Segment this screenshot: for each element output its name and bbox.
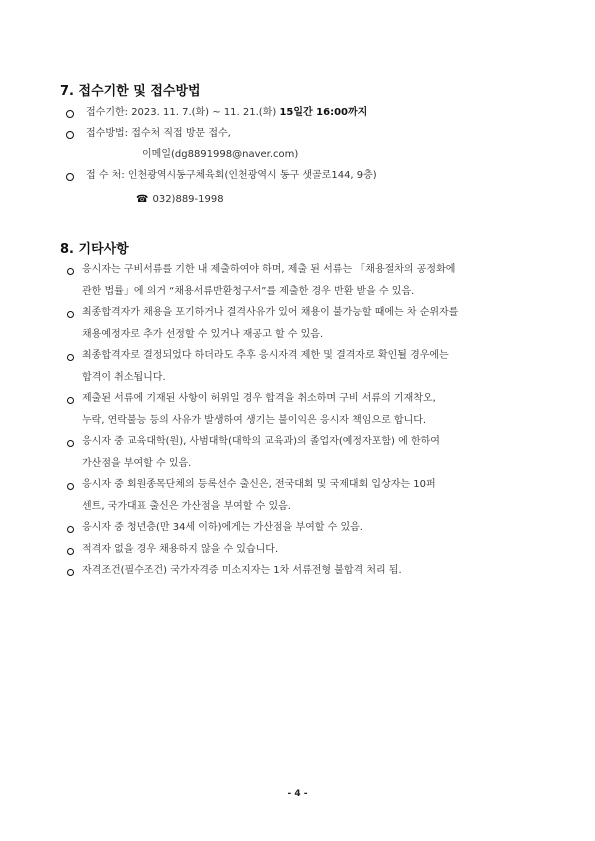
list-item-text: 자격조건(필수조건) 국가자격증 미소지자는 1차 서류전형 불합격 처리 됨. [82, 565, 402, 576]
address-line: 접 수 처: 인천광역시동구체육회(인천광역시 동구 샛골로144, 9층) [86, 170, 377, 181]
deadline-line [86, 107, 367, 119]
list-item-text: 응시자 중 청년층(만 34세 이하)에게는 가산점을 부여할 수 있음. [82, 522, 363, 533]
hollow-bullet-icon [67, 268, 74, 275]
email-line: 이메일(dg8891998@naver.com) [142, 149, 299, 160]
hollow-bullet-icon [67, 440, 74, 447]
deadline-text: 접수기한: 2023. 11. 7.(화) ~ 11. 21.(화) [86, 107, 280, 118]
phone-line [136, 194, 224, 206]
filled-bullet-icon [66, 131, 74, 139]
hollow-bullet-icon [67, 483, 74, 490]
hollow-bullet-icon [67, 569, 74, 576]
section-8-title: 8. 기타사항 [60, 242, 129, 257]
list-item-continuation: 합격이 취소됩니다. [82, 371, 166, 383]
list-item-continuation: 센트, 국가대표 출신은 가산점을 부여할 수 있음. [82, 500, 291, 512]
hollow-bullet-icon [67, 397, 74, 404]
method-line: 접수방법: 접수처 직접 방문 접수, [86, 128, 231, 139]
page-number: - 4 - [287, 789, 308, 799]
hollow-bullet-icon [67, 354, 74, 361]
list-item-text: 응시자 중 회원종목단체의 등록선수 출신은, 전국대회 및 국제대회 입상자는 10퍼 [82, 479, 436, 490]
list-item-continuation: 채용예정자로 추가 선정할 수 있거나 재공고 할 수 있음. [82, 328, 324, 340]
list-item-continuation: 누락, 연락불능 등의 사유가 발생하여 생기는 불이익은 응시자 책임으로 합니다. [82, 414, 427, 426]
hollow-bullet-icon [67, 311, 74, 318]
phone-icon: ☎ [136, 194, 149, 205]
hollow-bullet-icon [67, 526, 74, 533]
filled-bullet-icon [66, 173, 74, 181]
hollow-bullet-icon [67, 548, 74, 555]
list-item-text: 최종합격자로 결정되었다 하더라도 추후 응시자격 제한 및 결격자로 확인될 경우에는 [82, 350, 449, 361]
phone-number: 032)889-1998 [152, 194, 224, 205]
list-item-text: 적격자 없을 경우 채용하지 않을 수 있습니다. [82, 543, 279, 555]
list-item-text: 응시자 중 교육대학(원), 사범대학(대학의 교육과)의 졸업자(예정자포함) 에 한하여 [82, 436, 440, 447]
section-7-title: 7. 접수기한 및 접수방법 [60, 84, 201, 99]
list-item-text: 응시자는 구비서류를 기한 내 제출하여야 하며, 제출 된 서류는 「채용절차의 공정화에 [82, 264, 456, 275]
list-item-text: 제출된 서류에 기재된 사항이 허위일 경우 합격을 취소하며 구비 서류의 기재착오, [82, 393, 436, 404]
list-item-continuation: 가산점을 부여할 수 있음. [82, 457, 192, 469]
list-item-continuation: 관한 법률」에 의거 “채용서류반환청구서”를 제출한 경우 반환 받을 수 있음. [82, 285, 415, 297]
filled-bullet-icon [66, 110, 74, 118]
deadline-emphasis: 15일간 16:00까지 [279, 107, 368, 118]
list-item-text: 최종합격자가 채용을 포기하거나 결격사유가 있어 채용이 불가능할 때에는 차 순위자를 [82, 307, 459, 318]
